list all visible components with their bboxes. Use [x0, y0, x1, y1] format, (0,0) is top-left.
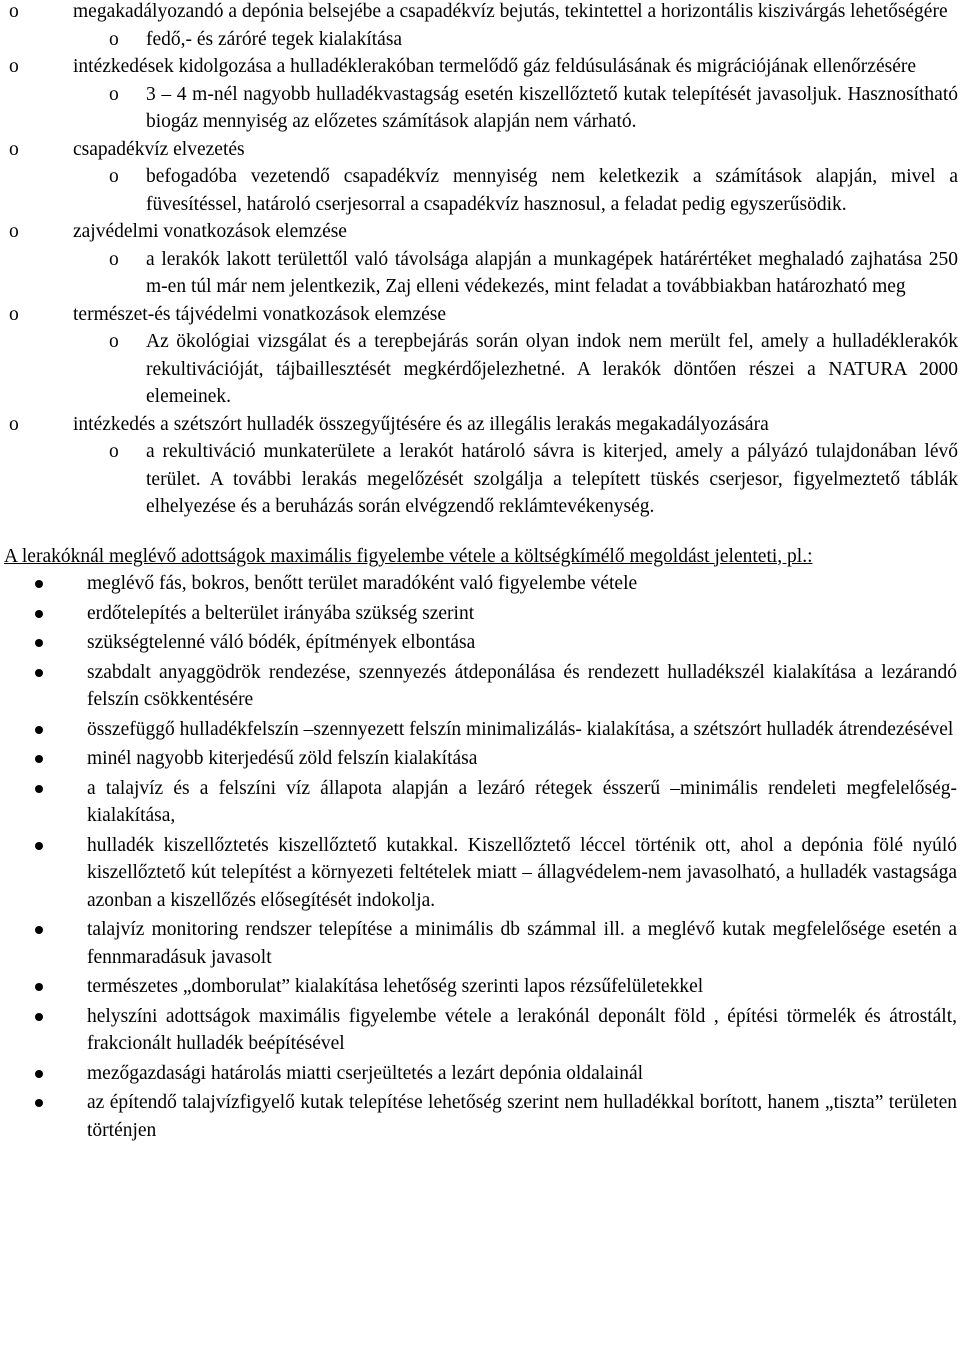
list-marker: o — [109, 331, 119, 352]
outline-subitem — [0, 81, 960, 136]
bullet-item-text: az építendő talajvízfigyelő kutak telepítése lehetőség szerint nem hulladékkal borított, hanem „tiszta” területen történjen — [87, 1092, 957, 1141]
bullet-dot-icon — [0, 600, 87, 627]
bullet-item-text: erdőtelepítés a belterület irányába szükség szerint — [87, 602, 475, 624]
list-marker: o — [9, 413, 19, 435]
bullet-item — [0, 745, 960, 773]
list-marker: o — [109, 28, 119, 50]
outline-item-text: intézkedések kidolgozása a hulladéklerakóban termelődő gáz feldúsulásának és migrációjának ellenőrzésére — [73, 56, 917, 77]
list-marker: o — [9, 1, 19, 22]
outline-subitem — [0, 328, 960, 411]
list-marker: o — [109, 441, 119, 462]
bullet-item-text: szabdalt anyaggödrök rendezése, szennyezés átdeponálása és rendezett hulladékszél kialakítása a lezárandó felszín csökkentésére — [87, 661, 957, 710]
outline-item — [0, 301, 960, 329]
bullet-item — [0, 600, 960, 628]
outline-item — [0, 218, 960, 246]
outline-item-text: megakadályozandó a depónia belsejébe a csapadékvíz bejutás, tekintettel a horizontális kiszivárgás lehetőségére — [73, 1, 948, 22]
outline-subitem — [0, 438, 960, 521]
bullet-item-text: a talajvíz és a felszíni víz állapota alapján a lezáró rétegek ésszerű –minimális rendeleti megfelelőség- kialakítása, — [87, 777, 957, 826]
outline-subitem — [0, 26, 960, 54]
bullet-item — [0, 775, 960, 830]
bullet-dot-icon — [0, 973, 87, 1000]
outline-item-text: zajvédelmi vonatkozások elemzése — [73, 221, 347, 242]
list-marker: o — [109, 166, 119, 187]
bullet-item — [0, 716, 960, 744]
outline-item-text: intézkedés a szétszórt hulladék összegyűjtésére és az illegális lerakás megakadályozására — [73, 413, 769, 435]
outline-item-text: természet-és tájvédelmi vonatkozások elemzése — [73, 303, 447, 325]
bullet-dot-icon — [0, 1060, 87, 1087]
bullet-item-text: hulladék kiszellőztetés kiszellőztető kutakkal. Kiszellőztető léccel történik ott, ahol a depónia fölé nyúló kiszellőztető kút telepítést a környezeti feltételek miatt – állagvédelem-nem javasolható, a hulladék vastagsága azonban a kiszellőzés elősegítését indokolja. — [87, 834, 957, 911]
bullet-dot-icon — [0, 1089, 87, 1116]
outline-subitem — [0, 163, 960, 218]
bullet-item-text: összefüggő hulladékfelszín –szennyezett felszín minimalizálás- kialakítása, a szétszórt hulladék átrendezésével — [87, 718, 954, 740]
bullet-item — [0, 832, 960, 915]
outline-subitem-text: 3 – 4 m-nél nagyobb hulladékvastagság esetén kiszellőztető kutak telepítését javasoljuk. Hasznosítható biogáz mennyiség az előzetes számítások alapján nem várható. — [146, 83, 958, 132]
outline-subitem-text: befogadóba vezetendő csapadékvíz mennyiség nem keletkezik a számítások alapján, mivel a füvesítéssel, határoló cserjesorral a csapadékvíz hasznosul, a feladat pedig egyszerűsödik. — [146, 166, 958, 215]
outline-subitem-text: Az ökológiai vizsgálat és a terepbejárás során olyan indok nem merült fel, amely a hulladéklerakók rekultivációját, tájbaillesztését megkérdőjelezhetné. A lerakók döntően részei a NATURA 2000 elemeinek. — [146, 331, 958, 407]
outline-subitem-text: a lerakók lakott területtől való távolsága alapján a munkagépek határértéket meghaladó zajhatása 250 m-en túl már nem jelentkezik, Zaj elleni védekezés, mint feladat a továbbiakban határozható meg — [146, 248, 958, 297]
bullet-item-text: meglévő fás, bokros, benőtt terület maradóként való figyelembe vétele — [87, 573, 638, 594]
bullet-item-text: szükségtelenné váló bódék, építmények elbontása — [87, 632, 476, 653]
bullet-item-text: természetes „domborulat” kialakítása lehetőség szerinti lapos rézsűfelületekkel — [87, 976, 704, 997]
bullet-dot-icon — [0, 716, 87, 743]
bullet-item — [0, 570, 960, 598]
outline-item-text: csapadékvíz elvezetés — [73, 138, 245, 160]
bullet-dot-icon — [0, 629, 87, 656]
bullet-dot-icon — [0, 1003, 87, 1030]
bullet-item — [0, 916, 960, 971]
bullet-item — [0, 1003, 960, 1058]
outline-subitem-text: a rekultiváció munkaterülete a lerakót határoló sávra is kiterjed, amely a pályázó tulajdonában lévő terület. A további lerakás megelőzését szolgálja a telepített tüskés cserjesor, figyelmeztető táblák elhelyezése és a beruházás során elvégzendő reklámtevékenység. — [146, 441, 958, 517]
bullet-dot-icon — [0, 916, 87, 943]
bullet-list — [0, 570, 960, 1144]
list-marker: o — [9, 56, 19, 77]
outline-item — [0, 0, 960, 26]
outline-subitem — [0, 246, 960, 301]
bullet-item — [0, 1060, 960, 1088]
outline-subitem-text: fedő,- és záróré tegek kialakítása — [146, 28, 403, 50]
bullet-dot-icon — [0, 775, 87, 802]
list-marker: o — [109, 248, 119, 270]
list-marker: o — [9, 138, 19, 160]
bullet-item-text: mezőgazdasági határolás miatti cserjeültetés a lezárt depónia oldalainál — [87, 1062, 644, 1084]
outline-item — [0, 411, 960, 439]
outline-item — [0, 53, 960, 81]
outline-list — [0, 0, 960, 521]
bullet-item — [0, 659, 960, 714]
bullet-item — [0, 1089, 960, 1144]
bullet-item-text: minél nagyobb kiterjedésű zöld felszín kialakítása — [87, 748, 478, 769]
bullet-dot-icon — [0, 570, 87, 597]
bullet-item-text: talajvíz monitoring rendszer telepítése a minimális db számmal ill. a meglévő kutak megfelelősége esetén a fennmaradásuk javasolt — [87, 919, 957, 968]
bullet-dot-icon — [0, 745, 87, 772]
bullet-dot-icon — [0, 832, 87, 859]
list-marker: o — [9, 303, 19, 325]
section-heading: A lerakóknál meglévő adottságok maximális figyelembe vétele a költségkímélő megoldást jelenteti, pl.: — [4, 545, 813, 567]
list-marker: o — [9, 221, 19, 242]
outline-item — [0, 136, 960, 164]
bullet-item — [0, 973, 960, 1001]
bullet-dot-icon — [0, 659, 87, 686]
bullet-item-text: helyszíni adottságok maximális figyelembe vétele a lerakónál deponált föld , építési törmelék és átrostált, frakcionált hulladék beépítésével — [87, 1005, 957, 1054]
bullet-item — [0, 629, 960, 657]
list-marker: o — [109, 83, 119, 105]
